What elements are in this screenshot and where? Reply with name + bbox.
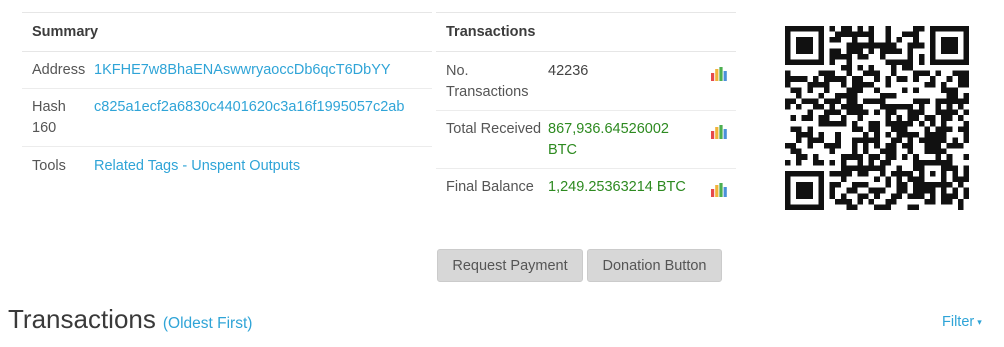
final-balance-value: 1,249.25363214 BTC bbox=[548, 179, 686, 195]
final-balance-label: Final Balance bbox=[446, 179, 534, 195]
tools-links bbox=[94, 156, 432, 187]
transactions-stats-table bbox=[436, 12, 736, 227]
final-balance-row bbox=[436, 169, 736, 227]
summary-table bbox=[22, 12, 432, 187]
hash160-label: Hash 160 bbox=[32, 99, 66, 136]
qr-code-image bbox=[785, 26, 969, 210]
chevron-down-icon: ▾ bbox=[977, 317, 982, 327]
unspent-outputs-link[interactable]: Unspent Outputs bbox=[191, 158, 301, 174]
oldest-first-link[interactable]: (Oldest First) bbox=[162, 315, 253, 332]
donation-button[interactable]: Donation Button bbox=[587, 249, 722, 282]
bar-chart-icon bbox=[711, 183, 727, 197]
bar-chart-icon bbox=[711, 125, 727, 139]
related-tags-link[interactable]: Related Tags bbox=[94, 158, 179, 174]
filter-label: Filter bbox=[942, 314, 975, 330]
total-received-value: 867,936.64526002 BTC bbox=[548, 121, 669, 158]
total-received-chart[interactable] bbox=[698, 119, 736, 168]
bar-chart-icon bbox=[711, 67, 727, 81]
transactions-list-heading bbox=[8, 304, 252, 335]
request-payment-button[interactable]: Request Payment bbox=[437, 249, 583, 282]
final-balance-chart[interactable] bbox=[698, 177, 736, 227]
tools-label: Tools bbox=[32, 158, 66, 174]
address-link[interactable]: 1KFHE7w8BhaENAswwryaoccDb6qcT6DbYY bbox=[94, 62, 391, 78]
tools-separator: - bbox=[178, 158, 192, 174]
transactions-list-title: Transactions bbox=[8, 304, 156, 334]
total-received-label: Total Received bbox=[446, 121, 542, 137]
no-transactions-chart[interactable] bbox=[698, 61, 736, 110]
transactions-header: Transactions bbox=[436, 12, 736, 52]
total-received-row bbox=[436, 111, 736, 169]
filter-dropdown[interactable] bbox=[942, 314, 982, 330]
no-transactions-value: 42236 bbox=[548, 63, 589, 79]
address-label: Address bbox=[32, 62, 86, 78]
hash160-value: c825a1ecf2a6830c4401620c3a16f1995057c2ab bbox=[94, 99, 405, 115]
address-row bbox=[22, 52, 432, 89]
no-transactions-label: No. Transactions bbox=[446, 63, 529, 100]
summary-header: Summary bbox=[22, 12, 432, 52]
hash160-row bbox=[22, 89, 432, 147]
tools-row bbox=[22, 147, 432, 187]
no-transactions-row bbox=[436, 52, 736, 111]
